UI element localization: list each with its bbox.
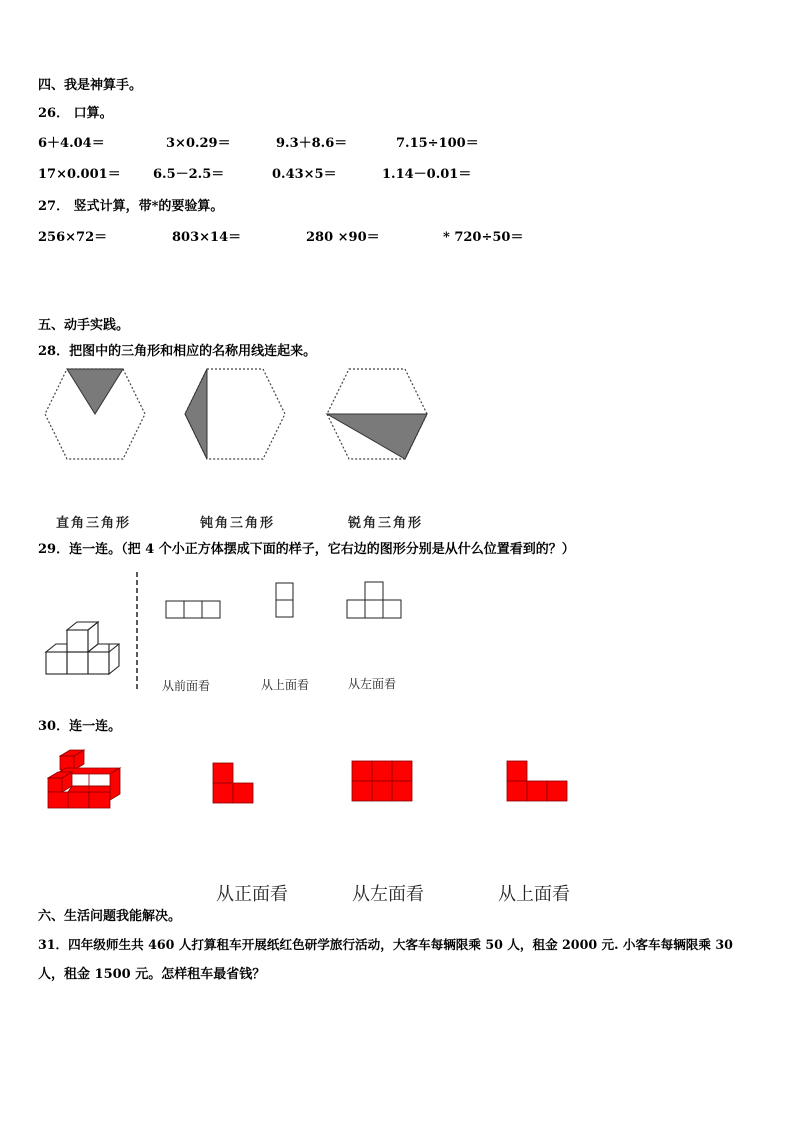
shaded-triangle (185, 369, 207, 459)
section-5-heading: 五、动手实践。 (38, 318, 130, 333)
question-29-title: 29．连一连。（把 4 个小正方体摆成下面的样子，它右边的图形分别是从什么位置看到的？） (38, 542, 575, 557)
label-top-view: 从上面看 (498, 884, 570, 905)
oral-calc-item: 6＋4.04＝ (38, 136, 105, 151)
label-front-view: 从正面看 (216, 884, 288, 905)
view-three-in-row (165, 600, 223, 620)
label-left-view: 从左面看 (348, 677, 397, 691)
oral-calc-item: 6.5－2.5＝ (153, 167, 225, 182)
shaded-triangle (327, 414, 427, 459)
red-view-l-small (212, 762, 256, 804)
vertical-calc-item: 280 ×90＝ (306, 230, 380, 245)
shaded-triangle (67, 369, 123, 414)
hexagon-figure-3 (322, 366, 432, 462)
oral-calc-item: 0.43×5＝ (272, 167, 337, 182)
vertical-calc-item: 803×14＝ (172, 230, 242, 245)
label-obtuse-triangle: 钝角三角形 (200, 516, 276, 531)
question-28-title: 28．把图中的三角形和相应的名称用线连起来。 (38, 344, 317, 359)
question-30-title: 30．连一连。 (38, 719, 122, 734)
label-front-view: 从前面看 (162, 679, 211, 693)
hexagon-figure-2 (180, 366, 290, 462)
vertical-calc-item: 256×72＝ (38, 230, 108, 245)
question-27-title: 27． 竖式计算，带*的要验算。 (38, 199, 224, 214)
stacked-cubes-figure (44, 618, 126, 678)
oral-calc-item: 9.3＋8.6＝ (276, 136, 348, 151)
label-left-view: 从左面看 (352, 884, 424, 905)
view-two-stacked (275, 582, 295, 620)
section-6-heading: 六、生活问题我能解决。 (38, 909, 182, 924)
section-4-heading: 四、我是神算手。 (38, 78, 143, 93)
oral-calc-item: 7.15÷100＝ (396, 136, 479, 151)
oral-calc-item: 17×0.001＝ (38, 167, 121, 182)
red-cubes-figure (44, 748, 128, 810)
label-top-view: 从上面看 (261, 678, 310, 692)
oral-calc-item: 1.14－0.01＝ (382, 167, 472, 182)
view-t-shape (346, 581, 404, 621)
question-31-line-1: 31．四年级师生共 460 人打算租车开展纸红色研学旅行活动，大客车每辆限乘 50 人，租金 2000 元. 小客车每辆限乘 30 (38, 937, 733, 952)
red-view-grid (351, 760, 413, 804)
vertical-calc-item: * 720÷50＝ (443, 230, 524, 245)
label-right-triangle: 直角三角形 (56, 516, 132, 531)
label-acute-triangle: 锐角三角形 (348, 516, 424, 531)
question-31-line-2: 人，租金 1500 元。怎样租车最省钱？ (38, 967, 266, 982)
oral-calc-item: 3×0.29＝ (166, 136, 231, 151)
question-26-title: 26． 口算。 (38, 106, 113, 121)
red-view-l-long (506, 760, 570, 802)
hexagon-figure-1 (40, 366, 150, 462)
dashed-divider (134, 572, 140, 692)
